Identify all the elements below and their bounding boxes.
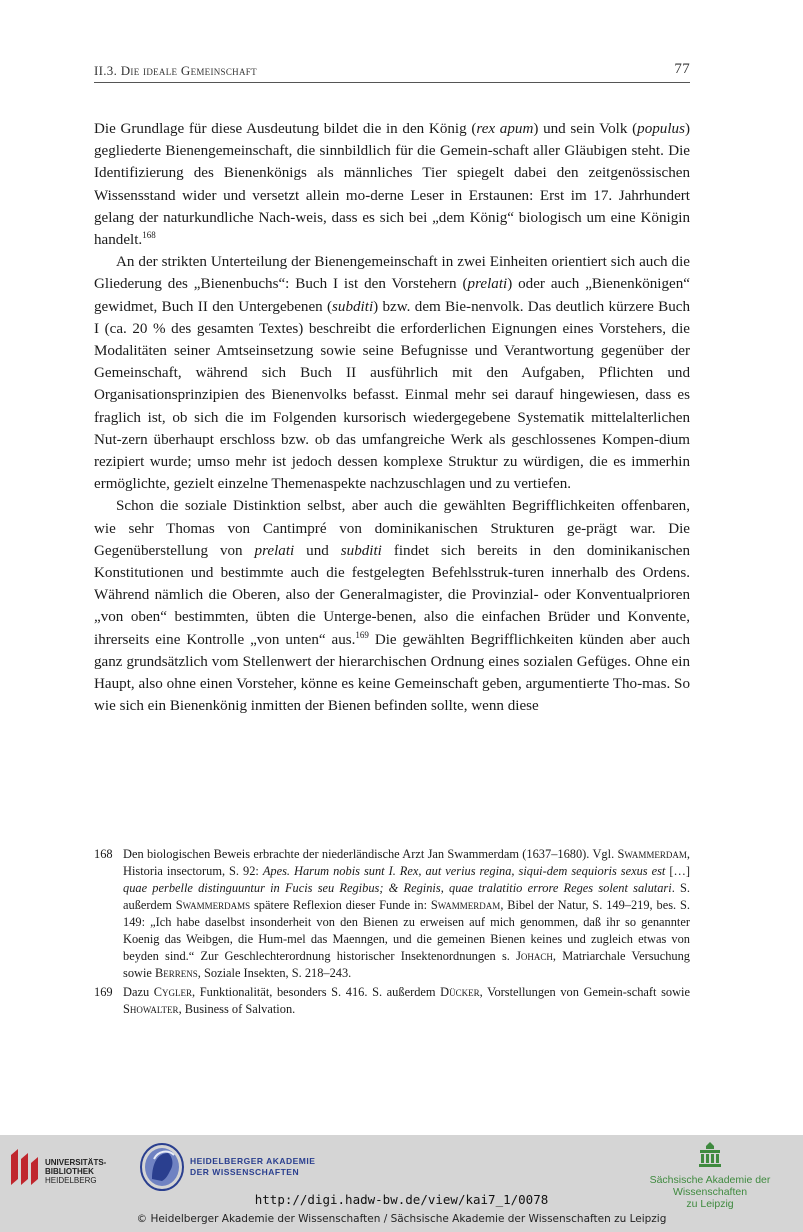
italic-term: subditi	[332, 298, 374, 315]
text-run: , Bibel der Natur, S. 149–219, bes. S. 149: „Ich habe daselbst insonderheit von den Bienen zu erweisen auf mich genommen, daß ihr so genannter Koenig das Weibgen, die Hum-mel das Maenngen, und die gemeinen Bienen keines und zugleich etwas von beyden sind.“ Zur Geschlechterordnung historischer Insektenordnungen s.	[123, 898, 690, 963]
footnote-169	[94, 984, 690, 1018]
ub-emblem-icon	[8, 1145, 42, 1189]
text-run: ) gegliederte Bienengemeinschaft, die sinnbildlich für die Gemein-schaft aller Gläubigen steht. Die Identifizierung des Bienenkönigs als männliches Tier spiegelt dabei den zeitgenössischen Wissensstand wider und versetzt allein mo-derne Leser in Erstaunen: Erst im 17. Jahrhundert gelang der naturkundliche Nach-weis, dass es sich bei „dem König“ biologisch um eine Königin handelt.	[94, 121, 690, 249]
author-name: Johach	[516, 949, 553, 963]
section-title: II.3. Die ideale Gemeinschaft	[94, 63, 257, 78]
author-name: Swammerdam	[430, 898, 501, 912]
text-run: , Soziale Insekten, S. 218–243.	[197, 966, 352, 980]
footnote-number: 168	[94, 847, 113, 861]
text-run: Den biologischen Beweis erbrachte der niederländische Arzt Jan Swammerdam (1637–1680). Vgl.	[123, 847, 618, 861]
text-run: , Matriarchale Versuchung sowie	[123, 949, 690, 980]
text-run: , Vorstellungen von Gemein-schaft sowie	[479, 985, 690, 999]
ub-heidelberg-logo[interactable]	[8, 1145, 118, 1189]
paragraph-1	[94, 118, 690, 251]
running-head	[94, 60, 690, 83]
footnotes	[94, 846, 690, 1020]
footnote-number: 169	[94, 985, 113, 999]
source-url[interactable]: http://digi.hadw-bw.de/view/kai7_1/0078	[254, 1192, 549, 1207]
text-run: spätere Reflexion dieser Funde in:	[250, 898, 431, 912]
author-name: Swammerdams	[175, 898, 251, 912]
footnote-text	[123, 846, 690, 982]
italic-term: prelati	[467, 276, 508, 293]
italic-term: populus	[637, 121, 685, 137]
author-name: Showalter	[123, 1002, 179, 1016]
text-run: , Historia insectorum, S. 92:	[123, 847, 690, 878]
hadw-logo[interactable]	[138, 1141, 338, 1193]
text-run: Schon die soziale Distinktion selbst, aber auch die gewählten Begrifflichkeiten offenbaren, wie sehr Thomas von Cantimpré von dominikanischen Strukturen ge-prägt war. Die Gegenüberstellung von	[94, 498, 690, 559]
text-run: ) und sein Volk (	[533, 121, 638, 137]
text-run: Die gewählten Begrifflichkeiten künden aber auch ganz grundsätzlich vom Stellenwert der hierarchischen Ordnung eines sozialen Gefüges. Ohne ein Haupt, also ohne einen Vorsteher, könne es keine Gemeinschaft geben, argumentierte Tho-mas. So wie sich ein Bienenkönig inmitten der Bienen befinden sollte, wenn diese	[94, 631, 690, 715]
ub-line: BIBLIOTHEK	[45, 1167, 94, 1176]
footnote-168	[94, 846, 690, 982]
text-run: An der strikten Unterteilung der Bienengemeinschaft in zwei Einheiten orientiert sich auch die Gliederung des „Bienenbuchs“: Buch I ist den Vorstehern (	[94, 254, 690, 293]
text-run: findet sich bereits in den dominikanischen Konstitutionen und bestimmte auch die festgelegten Befehlsstruk-turen innerhalb des Ordens. Während nämlich die Oberen, also der Generalmagister, die Provinzial- oder Konventualprioren „von oben“ bestimmten, übten die Unterge-benen, also die einfachen Brüder und Konvente, ihrerseits eine Kontrolle „von unten“ aus.	[94, 542, 690, 648]
text-run: , Funktionalität, besonders S. 416. S. außerdem	[192, 985, 441, 999]
saw-line: Sächsische Akademie der Wissenschaften	[649, 1174, 771, 1198]
saw-line: zu Leipzig	[686, 1198, 734, 1210]
page-number: 77	[674, 61, 690, 77]
text-run: ) bzw. dem Bie-nenvolk. Das deutlich kürzere Buch I (ca. 20 % des gesamten Textes) beschreibt die erforderlichen Eignungen eines Vorstehers, die Modalitäten seiner Amtseinsetzung sowie seine Befugnisse und Verantwortung gegenüber der Gemeinschaft, während sich Buch II ausführlich mit den Aufgaben, Pflichten und Organisationsprinzipien des Bienenvolks befasst. Einmal mehr sei darauf hingewiesen, dass es fraglich ist, ob sich die im Folgenden kursorisch wiedergegebene Systematik mittelalterlichen Nut-zern überhaupt erschloss bzw. ob das umfangreiche Werk als geschlossenes Kompen-dium rezipiert wurde; umso mehr ist jedoch dessen komplexe Struktur zu würdigen, die es immerhin ermöglichte, gezielt einzelne Themenaspekte nachzuschlagen und zu vertiefen.	[94, 298, 690, 493]
text-run: Dazu	[123, 985, 154, 999]
hadw-line: DER WISSENSCHAFTEN	[190, 1167, 300, 1177]
ub-line: HEIDELBERG	[45, 1176, 97, 1185]
footnote-ref-168[interactable]: 168	[142, 229, 156, 240]
text-run: . S. außerdem	[123, 881, 691, 912]
author-name: Dücker	[440, 985, 480, 999]
author-name: Swammerdam	[617, 847, 687, 861]
latin-quote: Apes. Harum nobis sunt I. Rex, aut verius regina, siqui-dem sequioris sexus est	[262, 864, 666, 878]
footnote-text	[123, 984, 690, 1018]
italic-term: rex apum	[476, 121, 534, 137]
minerva-head-icon	[138, 1141, 186, 1193]
paragraph-3	[94, 495, 690, 717]
saw-building-icon	[698, 1141, 722, 1167]
body-text	[94, 118, 690, 717]
author-name: Cygler	[153, 985, 193, 999]
author-name: Berrens	[155, 966, 198, 980]
text-run: und	[294, 542, 341, 559]
italic-term: prelati	[254, 542, 295, 559]
latin-quote: quae perbelle distinguuntur in Fucis seu Regibus; & Reginis, quae tralatitio errore Reges solent salutari	[123, 881, 672, 895]
text-run: ) oder auch „Bienenkönigen“ gewidmet, Buch II den Untergebenen (	[94, 276, 690, 315]
italic-term: subditi	[340, 542, 382, 559]
paragraph-2	[94, 251, 690, 495]
ub-line: UNIVERSITÄTS-	[45, 1158, 107, 1167]
hadw-logo-text	[190, 1156, 315, 1178]
copyright-notice: © Heidelberger Akademie der Wissenschaften / Sächsische Akademie der Wissenschaften zu Leipzig	[136, 1213, 667, 1225]
hadw-line: HEIDELBERGER AKADEMIE	[190, 1156, 316, 1166]
footnote-ref-169[interactable]: 169	[355, 629, 369, 640]
text-run: , Business of Salvation.	[178, 1002, 296, 1016]
text-run: […]	[665, 864, 690, 878]
text-run: Die Grundlage für diese Ausdeutung bildet die in den König (	[94, 121, 477, 137]
ub-logo-text	[45, 1158, 106, 1185]
